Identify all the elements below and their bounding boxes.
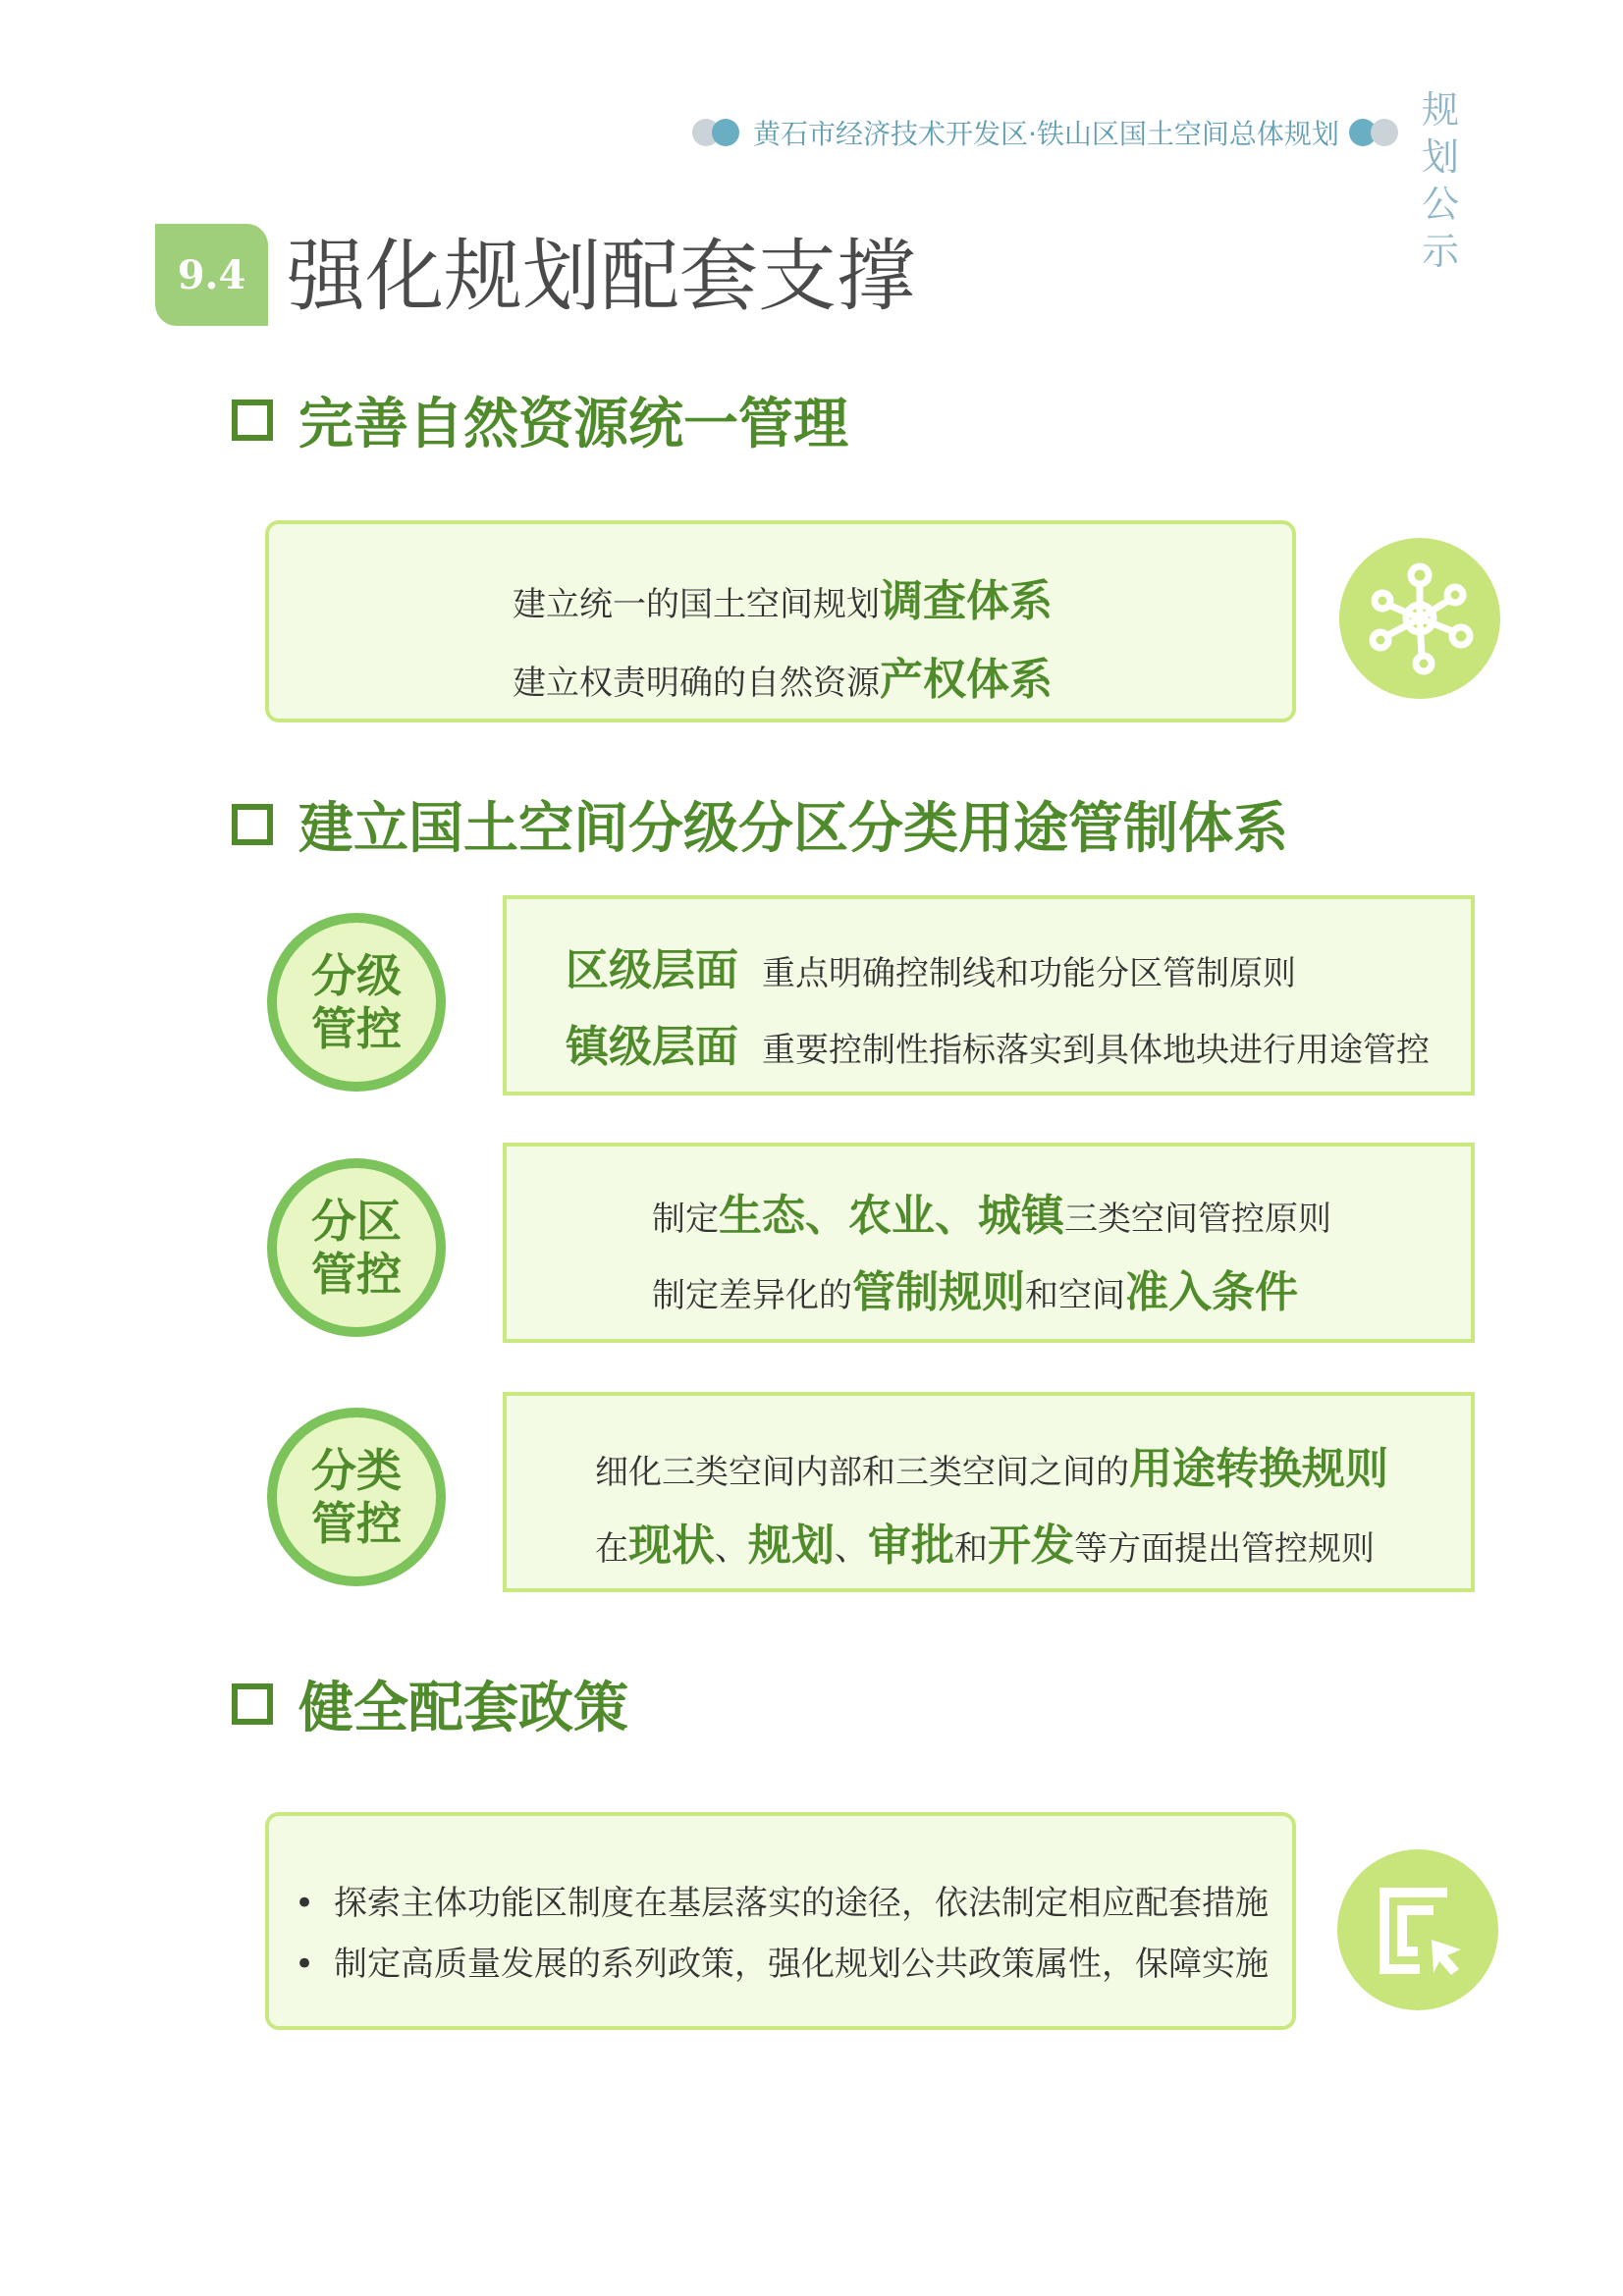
document-header — [692, 103, 1400, 162]
header-decoration-left — [692, 119, 743, 146]
section-number-badge: 9.4 — [155, 224, 268, 326]
heading-land-use-control: 建立国土空间分级分区分类用途管制体系 — [232, 785, 1288, 864]
network-nodes-icon — [1339, 538, 1500, 699]
card-line: 在现状、规划、审批和开发等方面提出管控规则 — [595, 1521, 1375, 1571]
category-control-card — [503, 1392, 1475, 1592]
card-line: 建立统一的国土空间规划调查体系 — [513, 576, 1053, 626]
card-line: 镇级层面 重要控制性指标落实到具体地块进行用途管控 — [566, 1022, 1430, 1072]
list-item: • 制定高质量发展的系列政策，强化规划公共政策属性，保障实施 — [295, 1945, 1269, 1984]
policy-bullet-list — [295, 1873, 1269, 1995]
checkbox-square-icon — [232, 1683, 273, 1725]
document-title: 黄石市经济技术开发区·铁山区国土空间总体规划 — [753, 118, 1339, 150]
card-line: 建立权责明确的自然资源产权体系 — [513, 655, 1053, 705]
header-decoration-right — [1349, 119, 1400, 146]
card-line: 区级层面 重点明确控制线和功能分区管制原则 — [566, 945, 1296, 995]
category-control-circle: 分类 管控 — [267, 1408, 446, 1586]
publication-label: 规划 公示 — [1422, 88, 1468, 273]
zone-control-circle: 分区 管控 — [267, 1158, 446, 1337]
list-item: • 探索主体功能区制度在基层落实的途径，依法制定相应配套措施 — [295, 1884, 1269, 1923]
section-title: 强化规划配套支撑 — [287, 231, 915, 322]
tier-control-circle: 分级 管控 — [267, 913, 446, 1092]
card-line: 细化三类空间内部和三类空间之间的用途转换规则 — [595, 1444, 1388, 1494]
zone-control-card — [503, 1143, 1475, 1343]
heading-supporting-policies: 健全配套政策 — [232, 1665, 628, 1743]
card-line: 制定差异化的管制规则和空间准入条件 — [652, 1267, 1298, 1317]
tier-control-card — [503, 895, 1475, 1095]
heading-natural-resources: 完善自然资源统一管理 — [232, 381, 848, 459]
checkbox-square-icon — [232, 804, 273, 845]
policy-document-icon — [1337, 1849, 1498, 2010]
card-line: 制定生态、农业、城镇三类空间管控原则 — [652, 1191, 1331, 1241]
natural-resources-card — [265, 520, 1296, 722]
checkbox-square-icon — [232, 400, 273, 441]
